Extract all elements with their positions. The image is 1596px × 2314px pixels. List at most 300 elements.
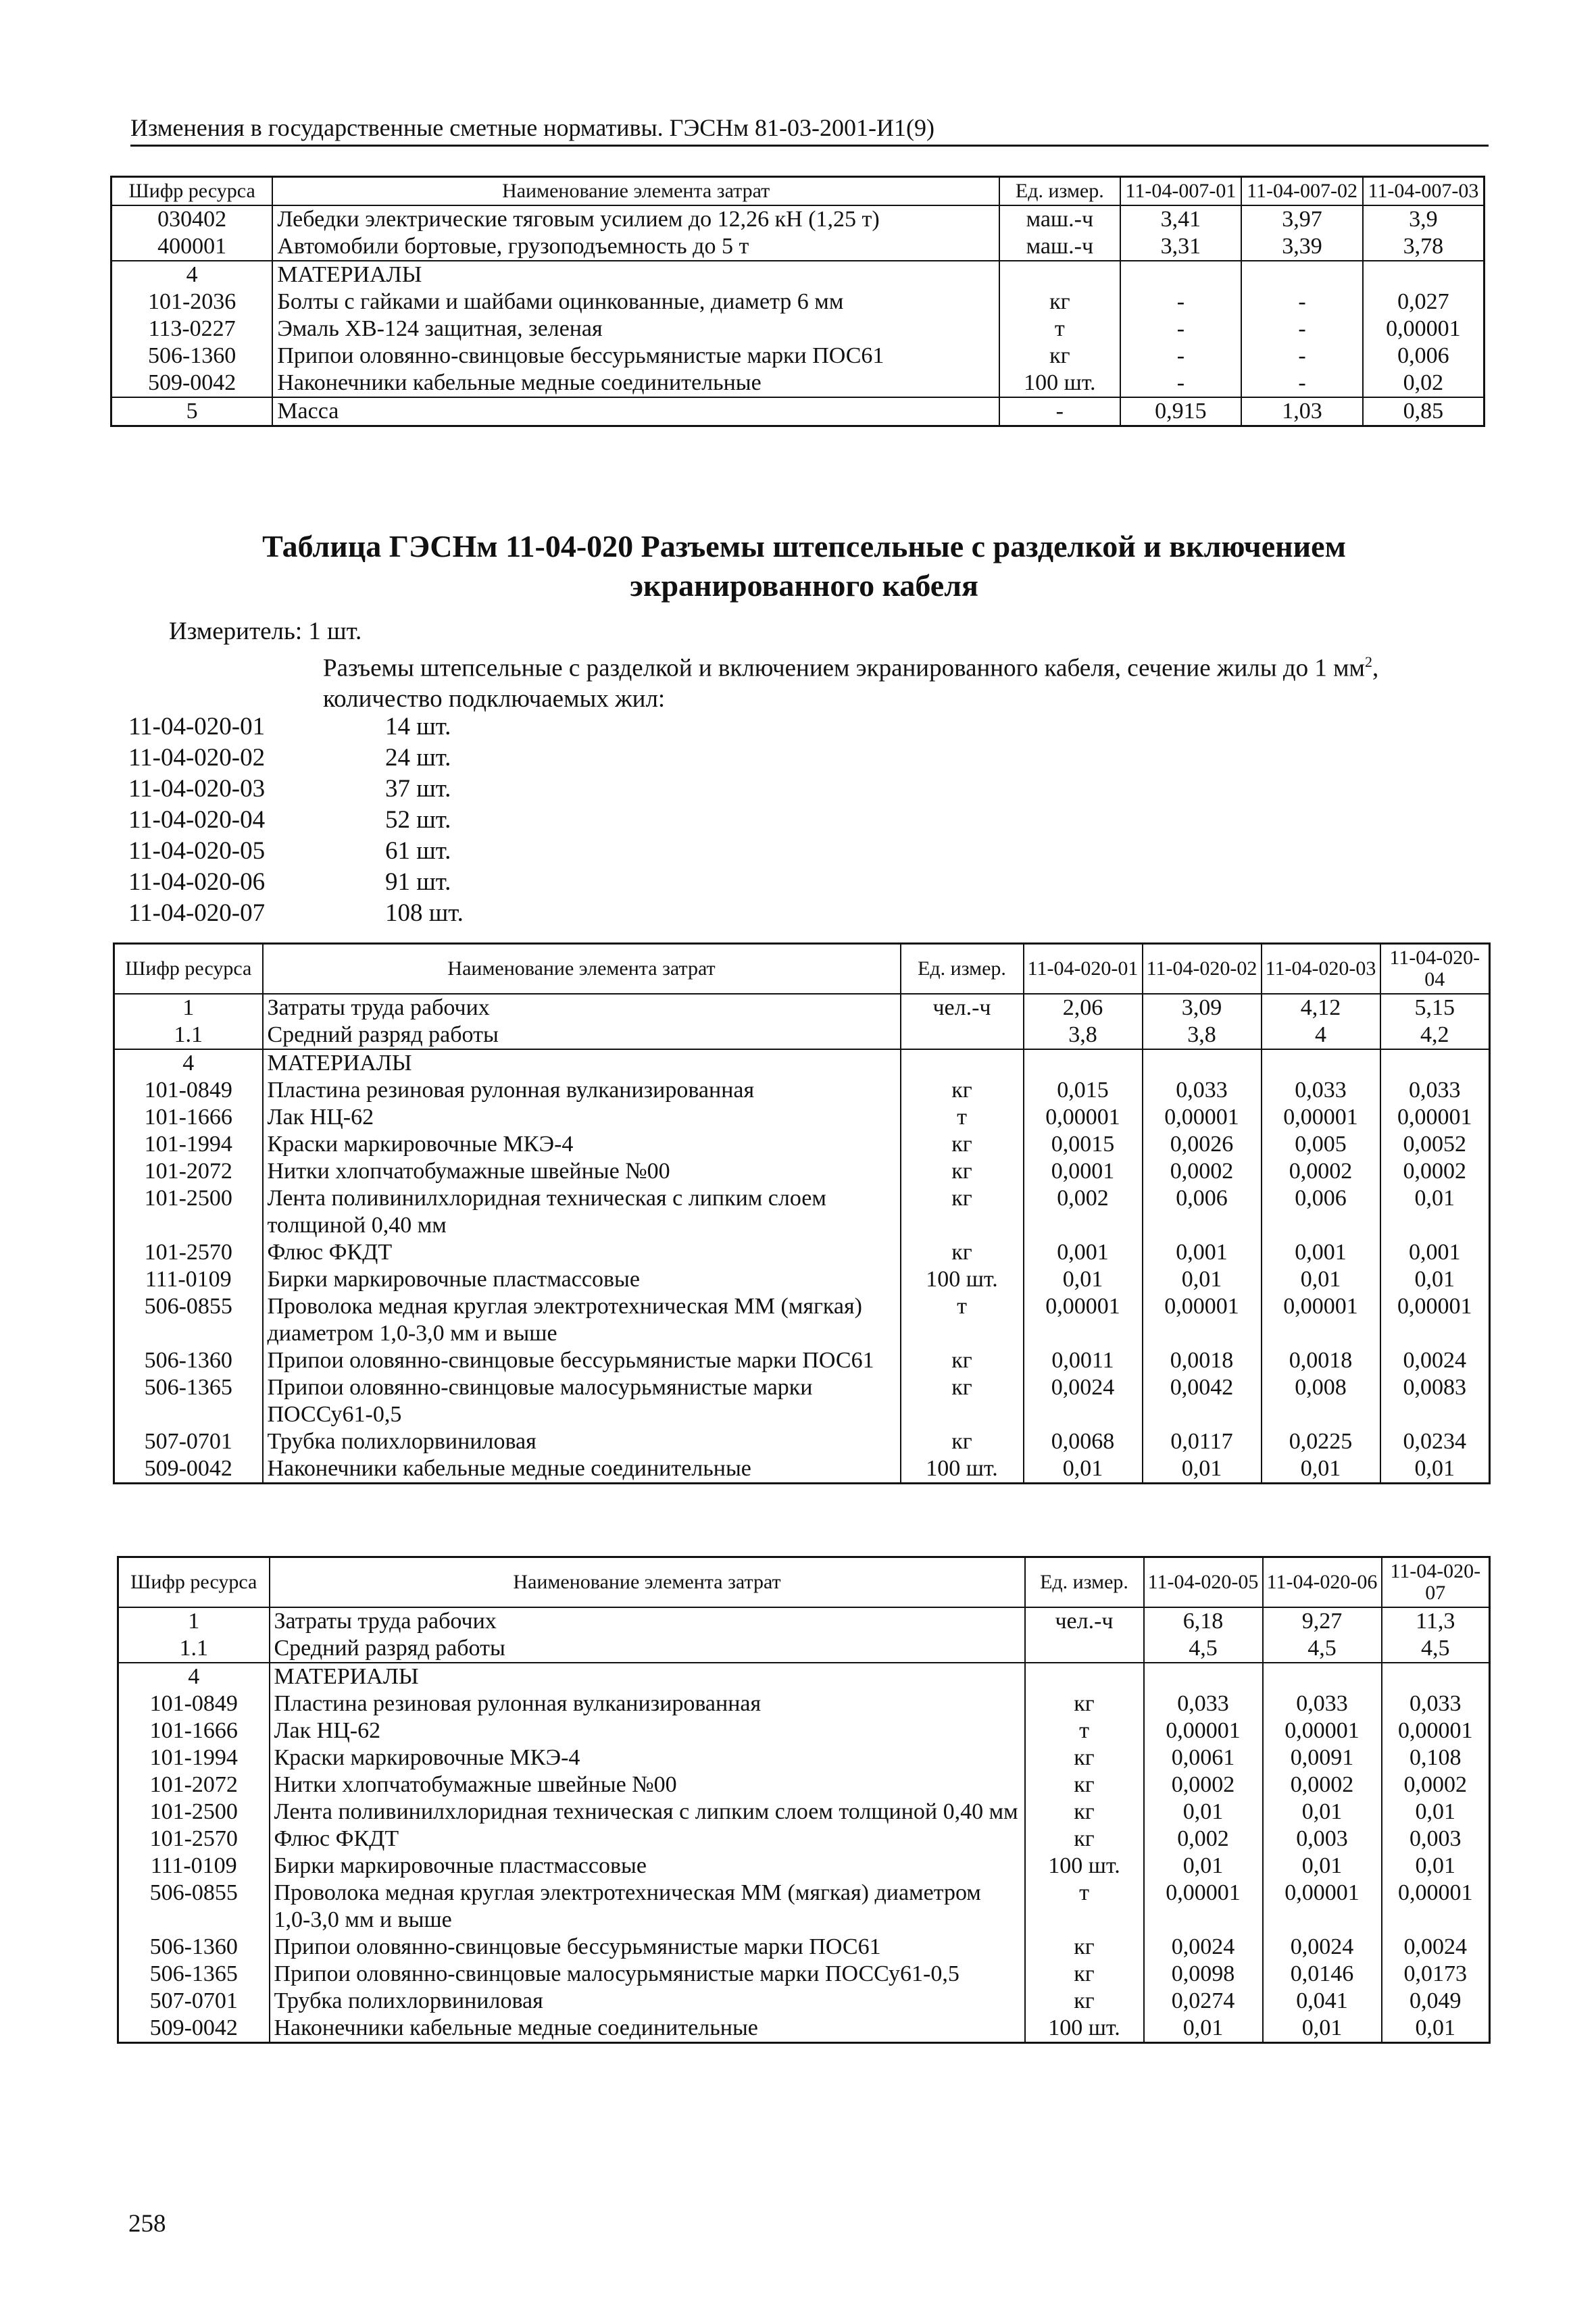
resource-unit: кг — [1025, 1799, 1144, 1826]
variant-code: 11-04-020-06 — [128, 868, 266, 896]
resource-name: Бирки маркировочные пластмассовые — [270, 1853, 1025, 1880]
norm-value: 0,85 — [1363, 397, 1485, 426]
resource-code: 113-0227 — [111, 316, 273, 343]
norm-value: 0,0117 — [1143, 1428, 1262, 1455]
norm-value: 0,0024 — [1024, 1374, 1143, 1428]
norm-value: 3,97 — [1241, 205, 1363, 233]
header-code: Шифр ресурса — [111, 177, 273, 206]
norm-value: 0,00001 — [1363, 316, 1485, 343]
norm-value: 3,09 — [1143, 994, 1262, 1022]
norm-value: 0,00001 — [1380, 1293, 1490, 1347]
resource-unit: - — [999, 397, 1120, 426]
norm-value: 0,002 — [1024, 1185, 1143, 1239]
resource-code: 506-1360 — [114, 1347, 263, 1374]
resource-code: 101-2036 — [111, 288, 273, 316]
norm-value: 0,0002 — [1263, 1771, 1382, 1799]
superscript: 2 — [1364, 653, 1372, 670]
header-norm-code: 11-04-007-01 — [1120, 177, 1242, 206]
resource-name: Автомобили бортовые, грузоподъемность до 5 т — [272, 233, 999, 261]
resource-code: 1 — [118, 1607, 270, 1635]
norm-value: 0,00001 — [1263, 1880, 1382, 1934]
norm-value: - — [1120, 288, 1242, 316]
resource-unit — [901, 1022, 1024, 1049]
resource-unit: чел.-ч — [1025, 1607, 1144, 1635]
norm-value: - — [1120, 316, 1242, 343]
norm-value: 0,0173 — [1382, 1961, 1490, 1988]
norm-value: 0,01 — [1382, 2015, 1490, 2043]
resource-unit — [1025, 1663, 1144, 1690]
norm-value: 0,001 — [1143, 1239, 1262, 1266]
resource-code: 400001 — [111, 233, 273, 261]
resource-name: Наконечники кабельные медные соединительные — [270, 2015, 1025, 2043]
resource-unit: т — [901, 1293, 1024, 1347]
table-row — [118, 1607, 1490, 1635]
resource-unit: кг — [901, 1428, 1024, 1455]
norm-value: 0,033 — [1262, 1077, 1380, 1104]
norm-value: 0,0052 — [1380, 1131, 1490, 1158]
norm-value: 0,033 — [1380, 1077, 1490, 1104]
norm-value: 0,008 — [1262, 1374, 1380, 1428]
resource-unit: кг — [1025, 1826, 1144, 1853]
resource-name: Припои оловянно-свинцовые бессурьмянистые марки ПОС61 — [272, 343, 999, 370]
table-row — [118, 1744, 1490, 1771]
table-row — [118, 1717, 1490, 1744]
table-row — [111, 288, 1485, 316]
norm-value: 0,0015 — [1024, 1131, 1143, 1158]
header-norm-code: 11-04-020-06 — [1263, 1557, 1382, 1608]
norm-value: 0,0083 — [1380, 1374, 1490, 1428]
resource-unit — [1025, 1635, 1144, 1663]
norm-value: 0,001 — [1024, 1239, 1143, 1266]
norm-value: 0,015 — [1024, 1077, 1143, 1104]
norm-value: 1,03 — [1241, 397, 1363, 426]
norm-value: 3,78 — [1363, 233, 1485, 261]
resource-table-020-b — [117, 1556, 1491, 2044]
resource-name: Затраты труда рабочих — [270, 1607, 1025, 1635]
norm-value: 0,00001 — [1382, 1717, 1490, 1744]
header-code: Шифр ресурса — [118, 1557, 270, 1608]
table-row — [114, 1455, 1490, 1484]
resource-code: 506-1360 — [111, 343, 273, 370]
norm-value: 0,0146 — [1263, 1961, 1382, 1988]
table-row — [118, 1635, 1490, 1663]
table-row — [111, 316, 1485, 343]
resource-name: Припои оловянно-свинцовые бессурьмянистые марки ПОС61 — [263, 1347, 901, 1374]
resource-unit: кг — [1025, 1744, 1144, 1771]
norm-value: 0,0026 — [1143, 1131, 1262, 1158]
header-norm-code: 11-04-020-02 — [1143, 944, 1262, 995]
table-row — [114, 1158, 1490, 1185]
norm-value: 0,0002 — [1143, 1158, 1262, 1185]
resource-code: 509-0042 — [118, 2015, 270, 2043]
norm-value: 0,00001 — [1262, 1293, 1380, 1347]
norm-value: 0,0061 — [1144, 1744, 1263, 1771]
variant-value: 61 шт. — [385, 837, 451, 865]
norm-value: 0,033 — [1144, 1690, 1263, 1717]
norm-value: 0,033 — [1382, 1690, 1490, 1717]
work-description — [323, 647, 1485, 715]
resource-unit: маш.-ч — [999, 205, 1120, 233]
norm-value: 0,915 — [1120, 397, 1242, 426]
resource-unit: 100 шт. — [1025, 2015, 1144, 2043]
norm-value: 0,0098 — [1144, 1961, 1263, 1988]
resource-name: Припои оловянно-свинцовые малосурьмянистые марки ПОССу61-0,5 — [263, 1374, 901, 1428]
norm-value: 0,003 — [1263, 1826, 1382, 1853]
norm-value: 0,00001 — [1382, 1880, 1490, 1934]
table-row — [118, 1690, 1490, 1717]
table-header-row — [118, 1557, 1490, 1608]
running-header: Изменения в государственные сметные нормативы. ГЭСНм 81-03-2001-И1(9) — [130, 114, 1489, 147]
table-row — [111, 261, 1485, 288]
work-description-text: Разъемы штепсельные с разделкой и включением экранированного кабеля, сечение жилы до 1 мм — [323, 654, 1365, 682]
variant-code: 11-04-020-03 — [128, 775, 266, 803]
variant-list — [128, 711, 464, 929]
header-name: Наименование элемента затрат — [270, 1557, 1025, 1608]
resource-unit: кг — [901, 1239, 1024, 1266]
resource-table-007 — [110, 176, 1485, 427]
norm-value: 0,01 — [1382, 1853, 1490, 1880]
resource-code: 507-0701 — [114, 1428, 263, 1455]
resource-name: Лак НЦ-62 — [270, 1717, 1025, 1744]
norm-value: 0,049 — [1382, 1988, 1490, 2015]
variant-item — [128, 867, 464, 898]
resource-name: Наконечники кабельные медные соединительные — [263, 1455, 901, 1484]
norm-value: 0,01 — [1144, 1853, 1263, 1880]
resource-unit: кг — [999, 288, 1120, 316]
resource-code: 507-0701 — [118, 1988, 270, 2015]
norm-value: 0,0234 — [1380, 1428, 1490, 1455]
norm-value: 0,01 — [1024, 1455, 1143, 1484]
resource-code: 101-0849 — [118, 1690, 270, 1717]
norm-value: 0,0274 — [1144, 1988, 1263, 2015]
norm-value — [1143, 1049, 1262, 1077]
resource-unit: кг — [1025, 1771, 1144, 1799]
norm-value: 3,31 — [1120, 233, 1242, 261]
resource-name: МАТЕРИАЛЫ — [272, 261, 999, 288]
table-row — [114, 1347, 1490, 1374]
variant-item — [128, 836, 464, 867]
norm-value: 9,27 — [1263, 1607, 1382, 1635]
page-number: 258 — [128, 2210, 166, 2238]
norm-value: 3,41 — [1120, 205, 1242, 233]
table-row — [114, 1022, 1490, 1049]
variant-code: 11-04-020-02 — [128, 744, 266, 772]
norm-value: 4,5 — [1263, 1635, 1382, 1663]
table-row — [118, 1771, 1490, 1799]
header-norm-code: 11-04-020-03 — [1262, 944, 1380, 995]
header-norm-code: 11-04-020-04 — [1380, 944, 1490, 995]
resource-unit: 100 шт. — [901, 1266, 1024, 1293]
norm-value: 0,00001 — [1143, 1293, 1262, 1347]
table-row — [118, 1853, 1490, 1880]
variant-value: 14 шт. — [385, 713, 451, 740]
norm-value: 0,005 — [1262, 1131, 1380, 1158]
norm-value: - — [1241, 343, 1363, 370]
variant-code: 11-04-020-04 — [128, 806, 266, 834]
resource-name: Трубка полихлорвиниловая — [263, 1428, 901, 1455]
norm-value: 0,0018 — [1262, 1347, 1380, 1374]
table-row — [118, 1799, 1490, 1826]
header-code: Шифр ресурса — [114, 944, 263, 995]
norm-value: 0,01 — [1143, 1266, 1262, 1293]
resource-code: 111-0109 — [114, 1266, 263, 1293]
norm-value: 0,01 — [1263, 1853, 1382, 1880]
resource-unit: т — [999, 316, 1120, 343]
norm-value: 0,01 — [1380, 1266, 1490, 1293]
table-row — [114, 1077, 1490, 1104]
norm-value: 11,3 — [1382, 1607, 1490, 1635]
table-header-row — [114, 944, 1490, 995]
table-row — [114, 1185, 1490, 1239]
norm-value: 0,006 — [1143, 1185, 1262, 1239]
norm-value — [1262, 1049, 1380, 1077]
norm-value: 0,01 — [1024, 1266, 1143, 1293]
resource-code: 111-0109 — [118, 1853, 270, 1880]
variant-value: 91 шт. — [385, 868, 451, 896]
variant-item — [128, 743, 464, 774]
resource-unit: кг — [901, 1131, 1024, 1158]
resource-code: 506-1360 — [118, 1934, 270, 1961]
norm-value: 0,01 — [1144, 2015, 1263, 2043]
table-row — [111, 343, 1485, 370]
header-unit: Ед. измер. — [1025, 1557, 1144, 1608]
resource-name: Пластина резиновая рулонная вулканизированная — [263, 1077, 901, 1104]
resource-unit: кг — [901, 1374, 1024, 1428]
resource-unit: маш.-ч — [999, 233, 1120, 261]
resource-name: Флюс ФКДТ — [263, 1239, 901, 1266]
resource-code: 101-2500 — [114, 1185, 263, 1239]
table-row — [114, 1104, 1490, 1131]
resource-code: 101-2072 — [114, 1158, 263, 1185]
resource-code: 506-0855 — [118, 1880, 270, 1934]
resource-name: Затраты труда рабочих — [263, 994, 901, 1022]
resource-name: Средний разряд работы — [263, 1022, 901, 1049]
resource-unit: кг — [1025, 1690, 1144, 1717]
resource-unit: т — [1025, 1717, 1144, 1744]
resource-name: Масса — [272, 397, 999, 426]
table-row — [118, 1663, 1490, 1690]
norm-value: 0,0042 — [1143, 1374, 1262, 1428]
resource-unit: кг — [1025, 1961, 1144, 1988]
norm-value — [1263, 1663, 1382, 1690]
table-header-row — [111, 177, 1485, 206]
resource-name: Краски маркировочные МКЭ-4 — [263, 1131, 901, 1158]
header-unit: Ед. измер. — [901, 944, 1024, 995]
table-row — [114, 1374, 1490, 1428]
resource-code: 506-1365 — [118, 1961, 270, 1988]
norm-value: 0,00001 — [1143, 1104, 1262, 1131]
header-name: Наименование элемента затрат — [272, 177, 999, 206]
resource-name: МАТЕРИАЛЫ — [263, 1049, 901, 1077]
resource-code: 101-1666 — [114, 1104, 263, 1131]
variant-value: 24 шт. — [385, 744, 451, 772]
resource-code: 4 — [118, 1663, 270, 1690]
variant-code: 11-04-020-07 — [128, 899, 266, 927]
table-row — [114, 1049, 1490, 1077]
norm-value: - — [1241, 316, 1363, 343]
norm-value: 3,39 — [1241, 233, 1363, 261]
norm-value: 0,041 — [1263, 1988, 1382, 2015]
resource-name: Болты с гайками и шайбами оцинкованные, диаметр 6 мм — [272, 288, 999, 316]
norm-value: 0,01 — [1262, 1266, 1380, 1293]
norm-value: 0,0002 — [1144, 1771, 1263, 1799]
resource-unit — [999, 261, 1120, 288]
table-row — [114, 994, 1490, 1022]
norm-value — [1120, 261, 1242, 288]
resource-name: Проволока медная круглая электротехническая ММ (мягкая) диаметром 1,0-3,0 мм и выше — [270, 1880, 1025, 1934]
variant-code: 11-04-020-01 — [128, 713, 266, 740]
norm-value: - — [1241, 370, 1363, 397]
norm-value: 0,00001 — [1144, 1880, 1263, 1934]
resource-code: 101-2072 — [118, 1771, 270, 1799]
norm-value: 0,0018 — [1143, 1347, 1262, 1374]
resource-code: 101-2570 — [118, 1826, 270, 1853]
norm-value: - — [1120, 343, 1242, 370]
norm-value: 0,006 — [1363, 343, 1485, 370]
resource-name: Нитки хлопчатобумажные швейные №00 — [263, 1158, 901, 1185]
resource-unit — [901, 1049, 1024, 1077]
table-row — [118, 1961, 1490, 1988]
resource-unit: 100 шт. — [999, 370, 1120, 397]
table-title-line-1: Таблица ГЭСНм 11-04-020 Разъемы штепсельные с разделкой и включением — [262, 529, 1346, 563]
table-row — [114, 1293, 1490, 1347]
table-row — [114, 1428, 1490, 1455]
resource-code: 030402 — [111, 205, 273, 233]
norm-value: 0,0024 — [1263, 1934, 1382, 1961]
norm-value: 0,033 — [1143, 1077, 1262, 1104]
resource-unit: кг — [901, 1158, 1024, 1185]
norm-value: 0,0225 — [1262, 1428, 1380, 1455]
resource-name: Припои оловянно-свинцовые малосурьмянистые марки ПОССу61-0,5 — [270, 1961, 1025, 1988]
header-norm-code: 11-04-007-03 — [1363, 177, 1485, 206]
resource-name: Средний разряд работы — [270, 1635, 1025, 1663]
norm-value: 4,5 — [1144, 1635, 1263, 1663]
norm-value: 4,2 — [1380, 1022, 1490, 1049]
norm-value: 0,108 — [1382, 1744, 1490, 1771]
resource-code: 4 — [111, 261, 273, 288]
norm-value: 0,0002 — [1262, 1158, 1380, 1185]
table-row — [114, 1266, 1490, 1293]
resource-code: 101-0849 — [114, 1077, 263, 1104]
resource-code: 101-1994 — [114, 1131, 263, 1158]
norm-value: 0,00001 — [1263, 1717, 1382, 1744]
resource-code: 509-0042 — [111, 370, 273, 397]
resource-name: Проволока медная круглая электротехническая ММ (мягкая) диаметром 1,0-3,0 мм и выше — [263, 1293, 901, 1347]
resource-name: Эмаль ХВ-124 защитная, зеленая — [272, 316, 999, 343]
resource-code: 101-2570 — [114, 1239, 263, 1266]
resource-unit: кг — [1025, 1988, 1144, 2015]
norm-value: 0,001 — [1262, 1239, 1380, 1266]
resource-table-020-a — [113, 942, 1491, 1484]
norm-value — [1144, 1663, 1263, 1690]
resource-unit: кг — [999, 343, 1120, 370]
norm-value: 0,033 — [1263, 1690, 1382, 1717]
resource-code: 1.1 — [118, 1635, 270, 1663]
norm-value: 0,00001 — [1024, 1293, 1143, 1347]
variant-value: 52 шт. — [385, 806, 451, 834]
table-row — [118, 1880, 1490, 1934]
table-row — [118, 1826, 1490, 1853]
resource-code: 1 — [114, 994, 263, 1022]
resource-name: Лента поливинилхлоридная техническая с липким слоем толщиной 0,40 мм — [270, 1799, 1025, 1826]
work-description-tail: , количество подключаемых жил: — [323, 654, 1379, 713]
resource-name: Флюс ФКДТ — [270, 1826, 1025, 1853]
table-row — [118, 1988, 1490, 2015]
resource-name: Краски маркировочные МКЭ-4 — [270, 1744, 1025, 1771]
norm-value: 0,0002 — [1382, 1771, 1490, 1799]
resource-name: Лак НЦ-62 — [263, 1104, 901, 1131]
variant-code: 11-04-020-05 — [128, 837, 266, 865]
table-row — [114, 1239, 1490, 1266]
resource-unit: кг — [1025, 1934, 1144, 1961]
resource-unit: 100 шт. — [1025, 1853, 1144, 1880]
norm-value — [1024, 1049, 1143, 1077]
resource-unit: чел.-ч — [901, 994, 1024, 1022]
norm-value: 5,15 — [1380, 994, 1490, 1022]
norm-value: 0,01 — [1380, 1185, 1490, 1239]
variant-item — [128, 805, 464, 836]
norm-value: 2,06 — [1024, 994, 1143, 1022]
variant-item — [128, 711, 464, 743]
header-name: Наименование элемента затрат — [263, 944, 901, 995]
norm-value: 0,0002 — [1380, 1158, 1490, 1185]
resource-code: 509-0042 — [114, 1455, 263, 1484]
norm-value: 0,027 — [1363, 288, 1485, 316]
resource-unit: 100 шт. — [901, 1455, 1024, 1484]
table-row — [111, 370, 1485, 397]
resource-unit: т — [1025, 1880, 1144, 1934]
norm-value: 0,0024 — [1144, 1934, 1263, 1961]
resource-name: Трубка полихлорвиниловая — [270, 1988, 1025, 2015]
header-norm-code: 11-04-020-01 — [1024, 944, 1143, 995]
norm-value: 0,0024 — [1380, 1347, 1490, 1374]
norm-value — [1382, 1663, 1490, 1690]
norm-value: 0,01 — [1382, 1799, 1490, 1826]
norm-value: 0,01 — [1263, 2015, 1382, 2043]
resource-code: 101-1994 — [118, 1744, 270, 1771]
norm-value: 0,001 — [1380, 1239, 1490, 1266]
norm-value: 0,0024 — [1382, 1934, 1490, 1961]
variant-value: 37 шт. — [385, 775, 451, 803]
norm-value: - — [1120, 370, 1242, 397]
norm-value: 0,003 — [1382, 1826, 1490, 1853]
norm-value — [1241, 261, 1363, 288]
header-norm-code: 11-04-020-05 — [1144, 1557, 1263, 1608]
resource-name: Нитки хлопчатобумажные швейные №00 — [270, 1771, 1025, 1799]
norm-value: 0,002 — [1144, 1826, 1263, 1853]
header-unit: Ед. измер. — [999, 177, 1120, 206]
norm-value: 0,00001 — [1024, 1104, 1143, 1131]
norm-value: 4,5 — [1382, 1635, 1490, 1663]
measurement-unit: Измеритель: 1 шт. — [169, 618, 362, 645]
norm-value — [1363, 261, 1485, 288]
resource-unit: кг — [901, 1077, 1024, 1104]
norm-value: 0,00001 — [1144, 1717, 1263, 1744]
norm-value: 0,0001 — [1024, 1158, 1143, 1185]
norm-value: 0,01 — [1263, 1799, 1382, 1826]
resource-code: 101-2500 — [118, 1799, 270, 1826]
norm-value: 0,0011 — [1024, 1347, 1143, 1374]
header-norm-code: 11-04-007-02 — [1241, 177, 1363, 206]
norm-value: 0,0091 — [1263, 1744, 1382, 1771]
norm-value: 4,12 — [1262, 994, 1380, 1022]
resource-name: Лента поливинилхлоридная техническая с липким слоем толщиной 0,40 мм — [263, 1185, 901, 1239]
norm-value: 0,00001 — [1380, 1104, 1490, 1131]
norm-value: 0,01 — [1262, 1455, 1380, 1484]
table-row — [111, 233, 1485, 261]
resource-name: Лебедки электрические тяговым усилием до 12,26 кН (1,25 т) — [272, 205, 999, 233]
norm-value — [1380, 1049, 1490, 1077]
